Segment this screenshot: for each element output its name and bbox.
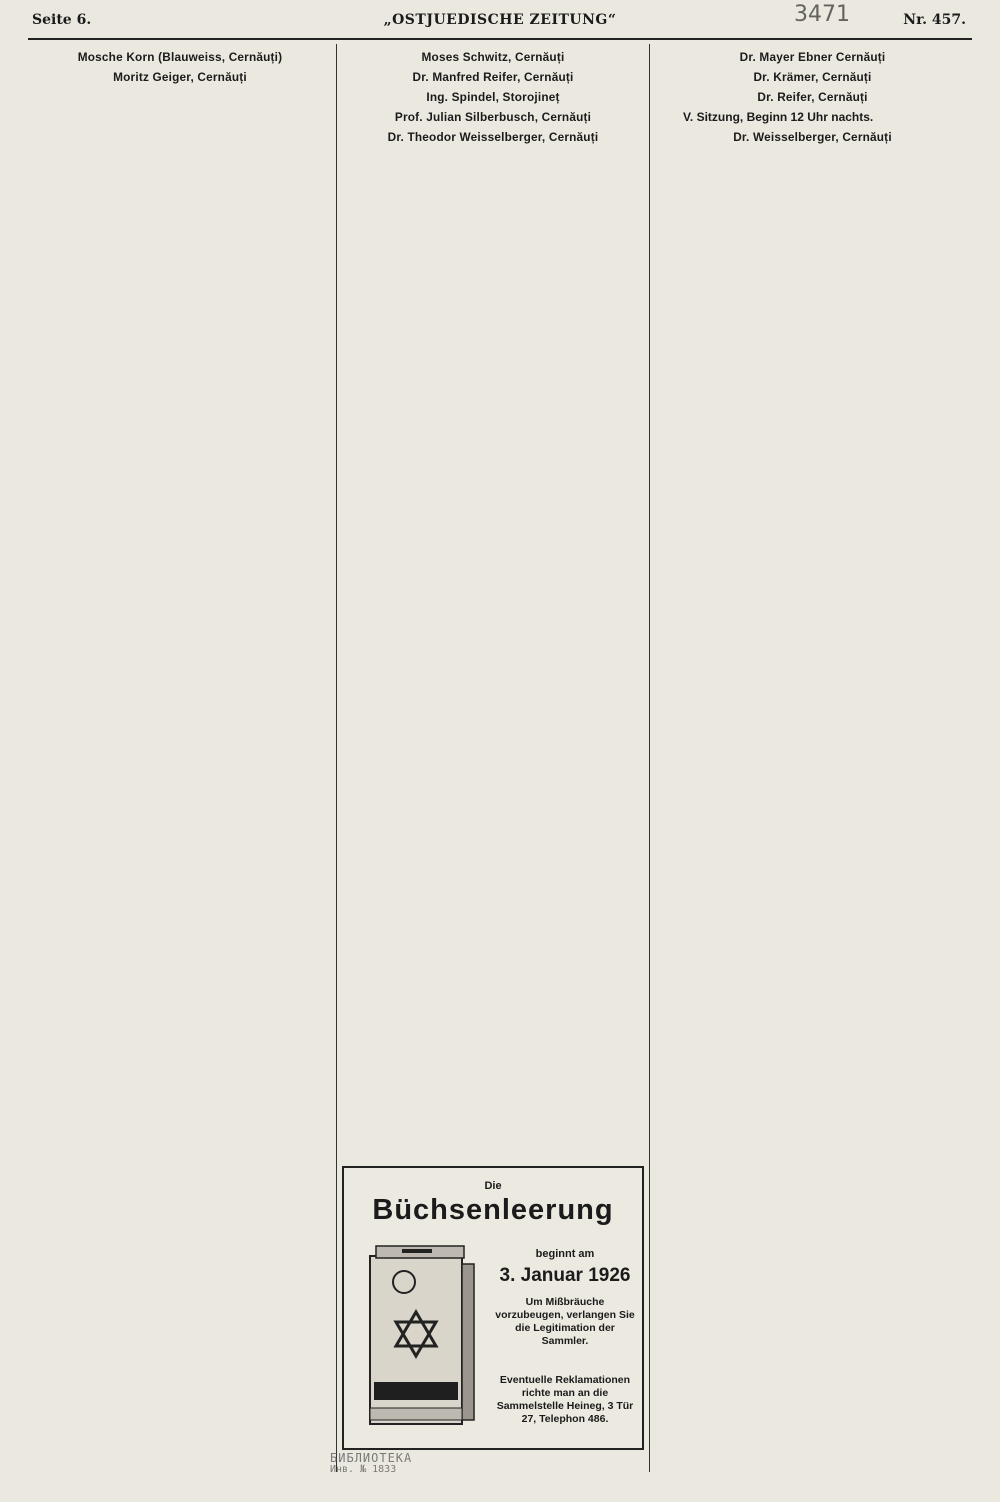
ad-begins-label: beginnt am [535, 1248, 595, 1260]
archive-stamp-top [640, 0, 850, 34]
library-stamp-title: БИБЛИОТЕКА [330, 1451, 413, 1465]
page-number-label: Seite 6. [32, 12, 92, 28]
speaker-heading-weisselberger-2: Dr. Weisselberger, Cernăuți [733, 130, 892, 144]
ad-date: 3. Januar 1926 [499, 1265, 631, 1286]
ad-notice: Um Mißbräuche vorzubeugen, verlangen Sie die Legitimation der Sammler. [495, 1296, 635, 1347]
library-stamp [330, 1452, 580, 1502]
session-heading: V. Sitzung, Beginn 12 Uhr nachts. [683, 110, 874, 124]
column-divider-2 [649, 44, 650, 1472]
speaker-heading-schwitz: Moses Schwitz, Cernăuți [421, 50, 565, 64]
speaker-heading-spindel: Ing. Spindel, Storojineț [426, 90, 560, 104]
ad-contact: Eventuelle Reklamationen richte man an die Sammelstelle Heineg, 3 Tür 27, Telephon 486. [496, 1374, 634, 1425]
advertisement-box [342, 1166, 644, 1450]
library-stamp-inventory: Инв. № 1833 [330, 1464, 397, 1475]
issue-number: Nr. 457. [903, 12, 966, 28]
speaker-heading-korn: Mosche Korn (Blauweiss, Cernăuți) [77, 50, 283, 64]
column-divider-1 [336, 44, 337, 1472]
column-3 [655, 44, 970, 1462]
ad-kicker: Die [484, 1180, 502, 1192]
speaker-heading-reifer-2: Dr. Reifer, Cernăuți [757, 90, 868, 104]
collection-box-illustration [360, 1242, 478, 1432]
speaker-heading-ebner: Dr. Mayer Ebner Cernăuți [739, 50, 886, 64]
column-1 [30, 44, 330, 1462]
newspaper-title: „OSTJUEDISCHE ZEITUNG“ [383, 12, 617, 28]
column-2 [342, 44, 644, 1162]
speaker-heading-kraemer: Dr. Krämer, Cernăuți [753, 70, 872, 84]
speaker-heading-reifer: Dr. Manfred Reifer, Cernăuți [412, 70, 574, 84]
speaker-heading-weisselberger: Dr. Theodor Weisselberger, Cernăuți [387, 130, 599, 144]
archive-number: 3471 [794, 2, 850, 27]
speaker-heading-silberbusch: Prof. Julian Silberbusch, Cernăuți [394, 110, 592, 124]
ad-title: Büchsenleerung [372, 1194, 614, 1226]
speaker-heading-geiger: Moritz Geiger, Cernăuți [113, 70, 247, 84]
header-rule [28, 38, 972, 40]
